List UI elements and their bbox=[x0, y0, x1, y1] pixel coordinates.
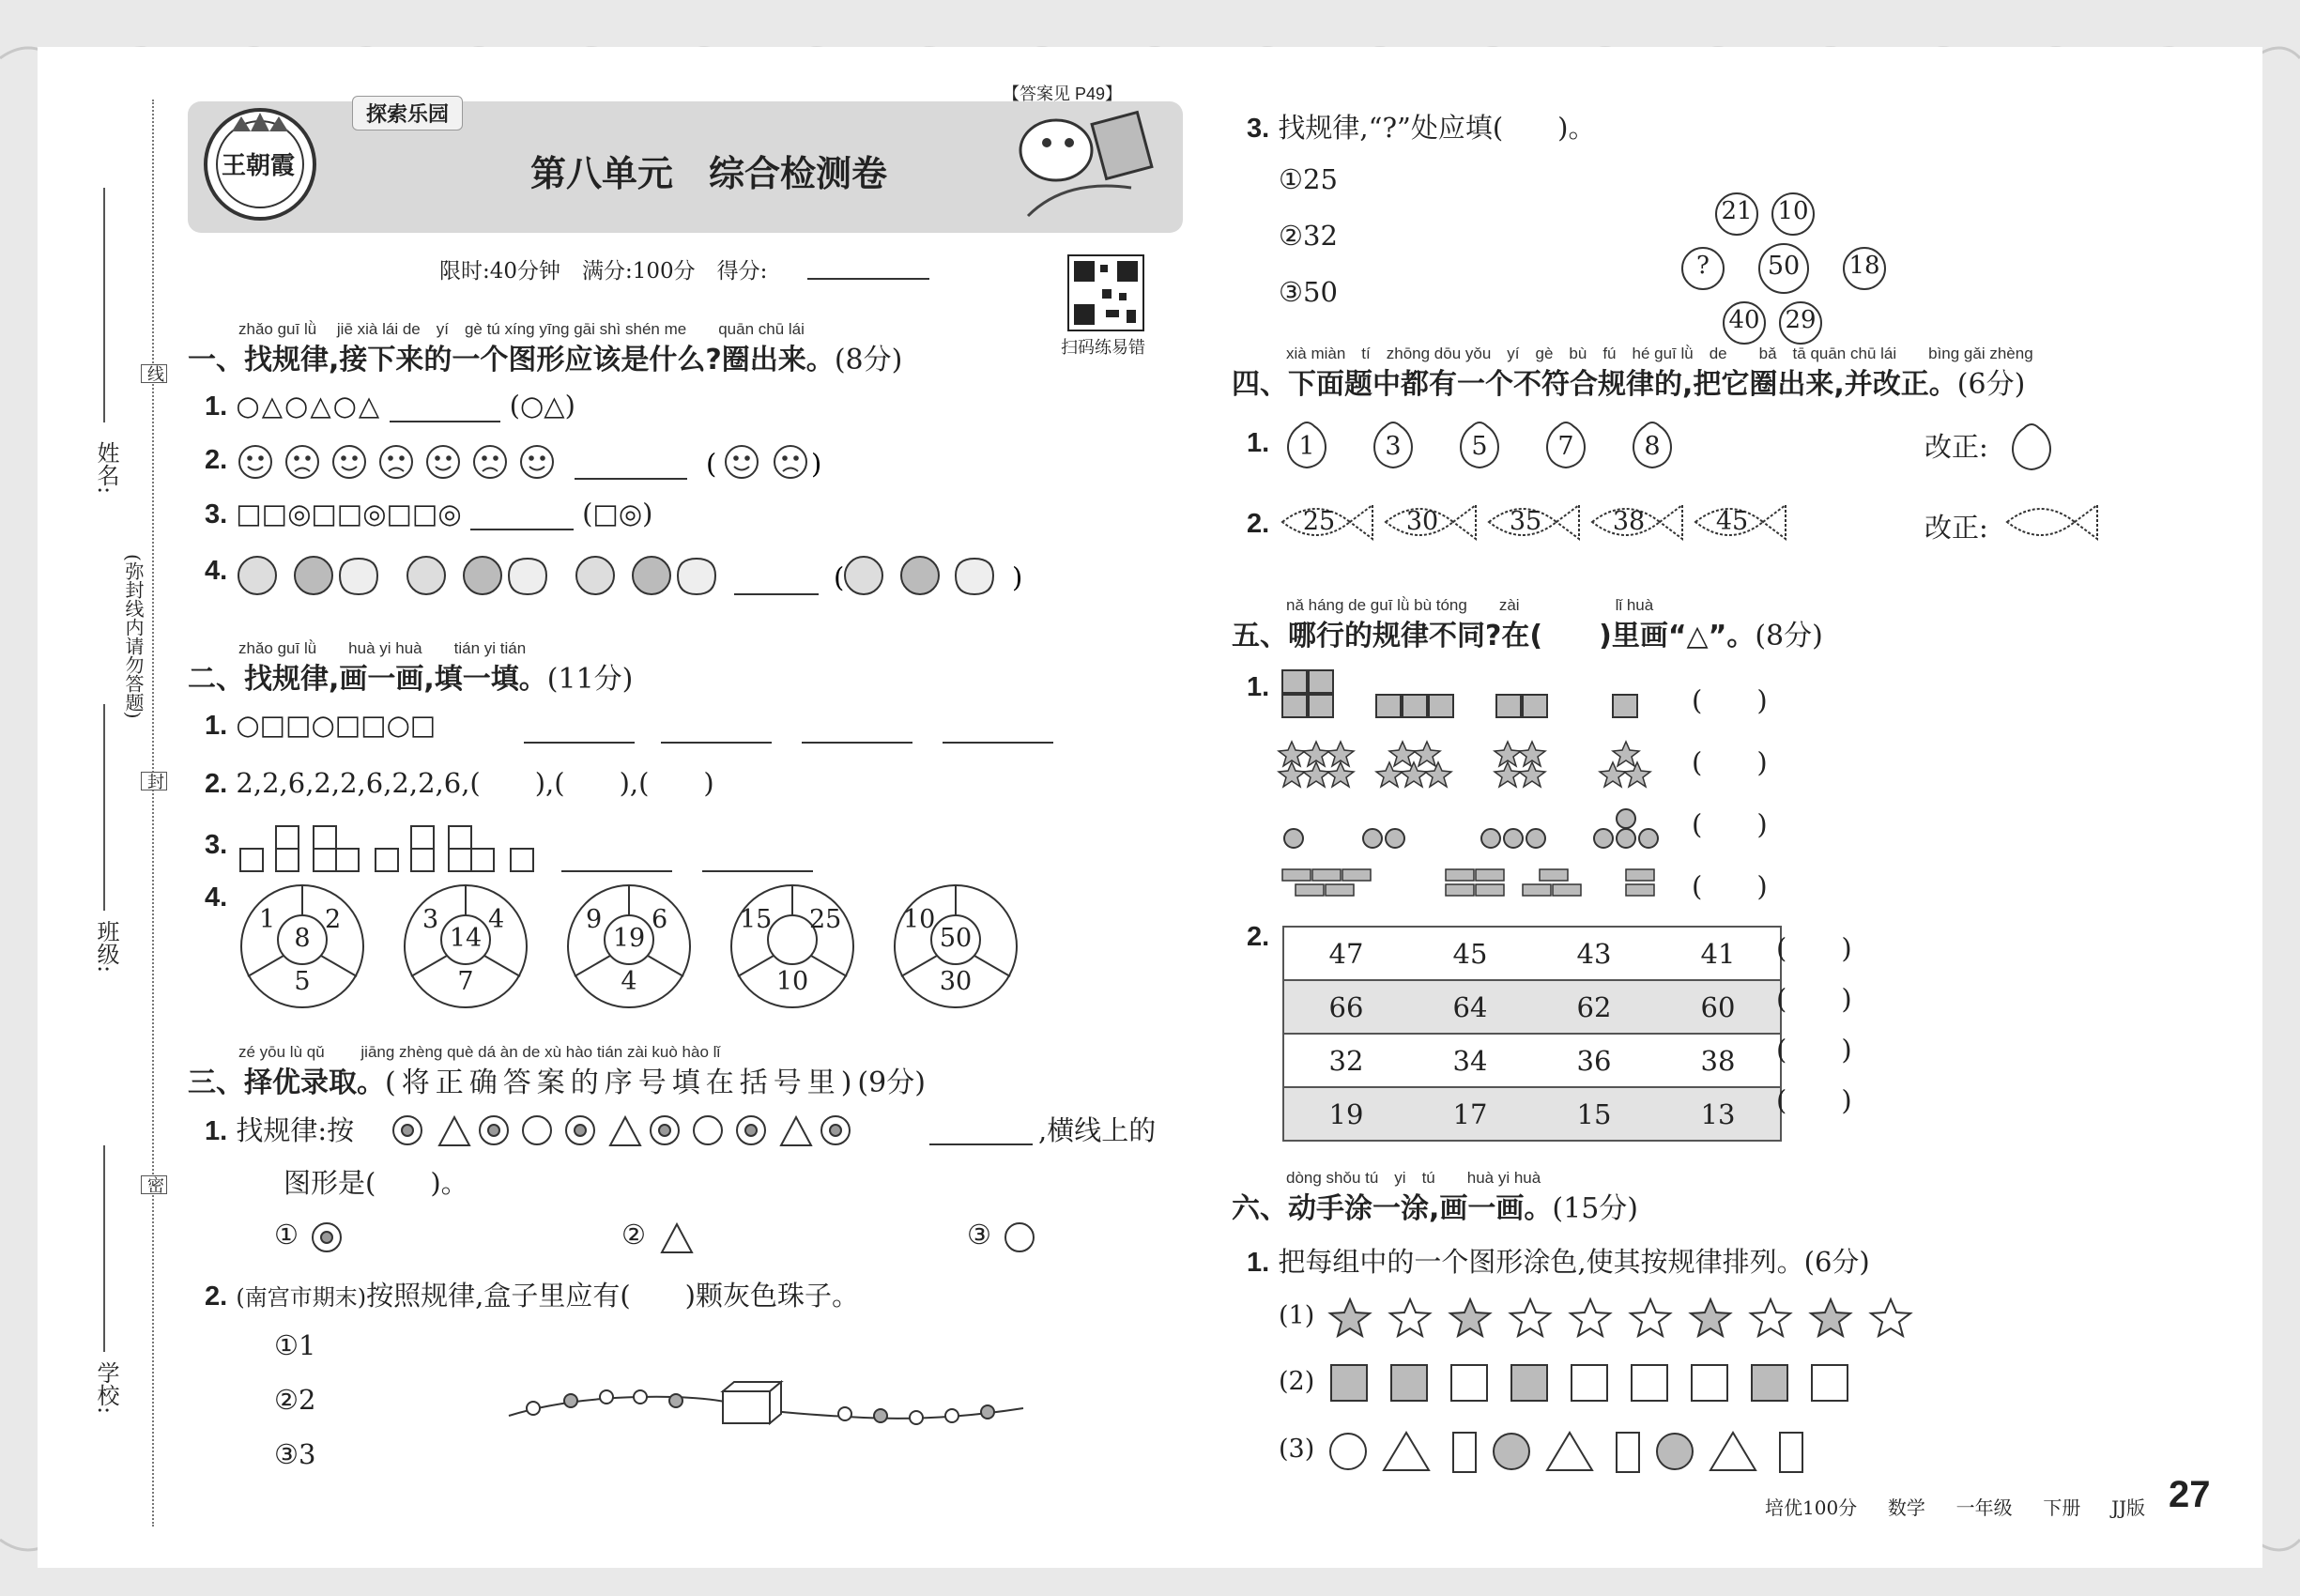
wheel-3-center[interactable]: 19 bbox=[612, 924, 646, 953]
s1-pinyin: zhǎo guī lǜ jiē xià lái de yí gè tú xíng yīng gāi shì shén me quān chū lái bbox=[238, 320, 805, 338]
s1-q3-options[interactable]: (□◎) bbox=[582, 498, 653, 529]
s5-q2-table bbox=[1282, 926, 1782, 1142]
s4-q1-fix-label: 改正: bbox=[1924, 431, 1988, 463]
s5-q2-row-2 bbox=[1283, 980, 1781, 1034]
name-line[interactable] bbox=[103, 188, 105, 422]
class-label: 班级: bbox=[93, 920, 119, 974]
table-cell: 32 bbox=[1283, 1034, 1408, 1087]
s3-q3-number: 3. bbox=[1247, 114, 1270, 144]
school-line[interactable] bbox=[103, 1145, 105, 1352]
section-tag: 探索乐园 bbox=[352, 96, 463, 130]
wheel-2-center[interactable]: 14 bbox=[449, 924, 483, 953]
s3-q3-option-3[interactable]: ③50 bbox=[1279, 276, 1338, 308]
s3-q1-text-b: ,横线上的 bbox=[1038, 1114, 1157, 1146]
s6-row2-label: (2) bbox=[1279, 1367, 1315, 1396]
s2-q1-blank-2[interactable] bbox=[661, 742, 772, 744]
s1-q3-sequence: □□◎□□◎□□◎ bbox=[236, 498, 462, 529]
s2-q2-number: 2. bbox=[205, 769, 228, 799]
s6-row2-squares[interactable] bbox=[1327, 1359, 1891, 1406]
s3-score: (9分) bbox=[857, 1067, 926, 1099]
logo-text: 王朝霞 bbox=[222, 152, 296, 180]
s4-q2 bbox=[1247, 507, 1269, 540]
s5-pinyin: nǎ háng de guī lǜ bù tóng zài lǐ huà bbox=[1286, 596, 1654, 614]
s1-q1 bbox=[205, 390, 575, 422]
s3-q2-option-1[interactable]: ①1 bbox=[274, 1329, 316, 1361]
table-cell: 45 bbox=[1408, 927, 1532, 980]
wheel-3-top-left: 9 bbox=[586, 905, 603, 934]
table-cell: 62 bbox=[1532, 980, 1656, 1034]
s3-q1-pattern bbox=[391, 1110, 916, 1151]
s6-pinyin: dòng shǒu tú yi tú huà yi huà bbox=[1286, 1169, 1541, 1187]
page-number: 27 bbox=[2169, 1474, 2211, 1515]
s2-score: (11分) bbox=[546, 663, 634, 696]
s2-q4 bbox=[205, 881, 227, 913]
s5-q2-number: 2. bbox=[1247, 922, 1270, 952]
s5-q2-row2-answer[interactable]: ( ) bbox=[1776, 983, 1852, 1015]
table-cell: 36 bbox=[1532, 1034, 1656, 1087]
s2-q1 bbox=[205, 709, 436, 742]
s1-q4 bbox=[205, 554, 227, 587]
svg-text:): ) bbox=[1012, 561, 1023, 593]
s4-title-text: 四、下面题中都有一个不符合规律的,把它圈出来,并改正。 bbox=[1232, 368, 1957, 401]
s2-q4-number: 4. bbox=[205, 882, 228, 913]
s3-q1-option-3-shape bbox=[1003, 1220, 1040, 1258]
s3-q1-option-1-shape bbox=[310, 1220, 347, 1258]
footer bbox=[1765, 1493, 2145, 1520]
s2-q1-number: 1. bbox=[205, 711, 228, 741]
s3-q2-option-3[interactable]: ③3 bbox=[274, 1438, 316, 1470]
exam-page bbox=[38, 47, 2262, 1568]
s6-score: (15分) bbox=[1552, 1192, 1638, 1225]
table-cell: 13 bbox=[1656, 1087, 1781, 1141]
name-label: 姓名: bbox=[93, 441, 119, 495]
wheel-5-top-left: 10 bbox=[903, 905, 936, 934]
binding-dotted-line bbox=[152, 100, 154, 1527]
table-cell: 17 bbox=[1408, 1087, 1532, 1141]
peach-1[interactable]: 1 bbox=[1298, 432, 1315, 461]
s1-score: (8分) bbox=[834, 344, 903, 376]
peach-4[interactable]: 7 bbox=[1557, 432, 1574, 461]
s5-q1-row2-answer[interactable]: ( ) bbox=[1692, 746, 1768, 778]
class-line[interactable] bbox=[103, 704, 105, 911]
s3-q1-option-1[interactable] bbox=[274, 1219, 299, 1251]
s3-q2-text[interactable]: 按照规律,盒子里应有( )颗灰色珠子。 bbox=[366, 1280, 859, 1312]
s3-q3 bbox=[1247, 107, 1595, 146]
s4-title bbox=[1232, 361, 2025, 402]
s1-title bbox=[188, 336, 902, 377]
wheel-2-top-left: 3 bbox=[422, 905, 439, 934]
answer-reference: 【答案见 P49】 bbox=[1003, 84, 1123, 103]
svg-text:(: ( bbox=[834, 561, 845, 593]
wheel-4-top-right: 25 bbox=[809, 905, 842, 934]
footer-grade: 一年级 bbox=[1955, 1496, 2013, 1519]
s4-pinyin: xià miàn tí zhōng dōu yǒu yí gè bù fú hé guī lǜ de bǎ tā quān chū lái bìng gǎi zhèng bbox=[1286, 345, 2033, 362]
s5-q2-row1-answer[interactable]: ( ) bbox=[1776, 932, 1852, 964]
s3-note: (将正确答案的序号填在括号里) bbox=[385, 1067, 858, 1099]
svg-text:(: ( bbox=[706, 448, 717, 480]
page-title: 第八单元 综合检测卷 bbox=[530, 153, 888, 194]
s5-q1-number: 1. bbox=[1247, 672, 1270, 702]
fish-5[interactable]: 45 bbox=[1715, 507, 1749, 536]
s3-q1-blank[interactable] bbox=[929, 1143, 1033, 1145]
s1-title-text: 一、找规律,接下来的一个图形应该是什么?圈出来。 bbox=[188, 344, 835, 376]
s3-q1-text-a: 找规律:按 bbox=[236, 1114, 355, 1146]
wheel-5-bottom: 30 bbox=[939, 967, 973, 996]
wheel-4-bottom: 10 bbox=[775, 967, 809, 996]
s6-row1-stars[interactable] bbox=[1327, 1296, 1891, 1343]
s4-q1 bbox=[1247, 426, 1269, 459]
svg-text:): ) bbox=[811, 448, 822, 480]
fish-4[interactable]: 38 bbox=[1612, 507, 1646, 536]
s6-row3-label: (3) bbox=[1279, 1435, 1315, 1464]
s5-q2-row3-answer[interactable]: ( ) bbox=[1776, 1034, 1852, 1066]
s5-q2-row-4 bbox=[1283, 1087, 1781, 1141]
s3-q1-option-1-label: ① bbox=[274, 1219, 299, 1251]
s2-q1-blank-3[interactable] bbox=[802, 742, 912, 744]
s2-title-text: 二、找规律,画一画,填一填。 bbox=[188, 663, 547, 696]
s1-q3 bbox=[205, 498, 653, 530]
s3-q3-text[interactable]: 找规律,“?”处应填( )。 bbox=[1278, 112, 1596, 144]
s6-row1-label: (1) bbox=[1279, 1301, 1315, 1330]
school-label: 学校: bbox=[93, 1361, 119, 1415]
s2-q1-blank-4[interactable] bbox=[943, 742, 1053, 744]
s3-q2-number: 2. bbox=[205, 1281, 228, 1312]
s4-q1-fix-peach[interactable] bbox=[2003, 415, 2060, 473]
peach-2[interactable]: 3 bbox=[1385, 432, 1402, 461]
peach-3[interactable]: 5 bbox=[1471, 432, 1488, 461]
s2-q1-blank-1[interactable] bbox=[524, 742, 635, 744]
wheel-1-top-left: 1 bbox=[259, 905, 276, 934]
s6-q1 bbox=[1247, 1241, 1870, 1280]
s6-title-text: 六、动手涂一涂,画一画。 bbox=[1232, 1192, 1553, 1225]
flower-bottom-left: 40 bbox=[1728, 306, 1760, 334]
s3-q1-option-3[interactable] bbox=[967, 1219, 991, 1251]
s1-q4-fruits bbox=[237, 547, 1081, 600]
s1-q3-number: 3. bbox=[205, 499, 228, 529]
s3-q3-option-1[interactable]: ①25 bbox=[1279, 163, 1338, 195]
s3-q2-bead-string bbox=[507, 1371, 1033, 1427]
s3-q1-option-2[interactable] bbox=[621, 1219, 646, 1251]
peach-5[interactable]: 8 bbox=[1644, 432, 1661, 461]
table-cell: 60 bbox=[1656, 980, 1781, 1034]
limits-text: 限时:40分钟 满分:100分 得分: bbox=[439, 259, 768, 284]
s6-q1-text: 把每组中的一个图形涂色,使其按规律排列。 bbox=[1278, 1246, 1804, 1278]
s3-pinyin: zé yōu lù qǔ jiāng zhèng què dá àn de xù hào tián zài kuò hào lǐ bbox=[238, 1043, 721, 1061]
s3-q1-option-2-shape bbox=[659, 1220, 697, 1258]
wheel-3-bottom: 4 bbox=[621, 967, 637, 996]
s5-q1-row1-answer[interactable]: ( ) bbox=[1692, 684, 1768, 716]
s2-q2 bbox=[205, 762, 714, 801]
seal-notice: (弥封线内请勿答题) bbox=[122, 554, 145, 719]
footer-term: 下册 bbox=[2043, 1496, 2081, 1519]
wheel-4-top-left: 15 bbox=[740, 905, 773, 934]
table-cell: 38 bbox=[1656, 1034, 1781, 1087]
s2-pinyin: zhǎo guī lǜ huà yi huà tián yi tián bbox=[238, 639, 527, 657]
table-cell: 47 bbox=[1283, 927, 1408, 980]
s1-q1-options[interactable]: (○△) bbox=[509, 390, 575, 422]
s5-title-text: 五、哪行的规律不同?在( )里画“△”。 bbox=[1232, 620, 1756, 652]
fish-3[interactable]: 35 bbox=[1509, 507, 1542, 536]
s6-q1-number: 1. bbox=[1247, 1248, 1270, 1278]
seal-feng-mark: 封 bbox=[141, 772, 167, 790]
s5-score: (8分) bbox=[1755, 620, 1823, 652]
flower-right: 18 bbox=[1848, 252, 1880, 280]
s3-q2-tag: (南宫市期末) bbox=[236, 1284, 367, 1311]
s5-q1-row4-answer[interactable]: ( ) bbox=[1692, 870, 1768, 902]
s5-q1 bbox=[1247, 670, 1269, 703]
s1-q1-number: 1. bbox=[205, 391, 228, 422]
wheel-1-top-right: 2 bbox=[325, 905, 342, 934]
s5-q2-row-3 bbox=[1283, 1034, 1781, 1087]
s5-q2-row-1 bbox=[1283, 927, 1781, 980]
flower-center: 50 bbox=[1767, 252, 1801, 281]
table-cell: 64 bbox=[1408, 980, 1532, 1034]
s4-q1-number: 1. bbox=[1247, 428, 1270, 458]
s1-q2-number: 2. bbox=[205, 445, 228, 475]
s3-q2-option-2[interactable]: ②2 bbox=[274, 1384, 316, 1416]
footer-subject: 数学 bbox=[1887, 1496, 1925, 1519]
footer-edition: JJ版 bbox=[2111, 1496, 2146, 1519]
s6-q1-score: (6分) bbox=[1803, 1246, 1870, 1278]
s3-q1-option-2-label: ② bbox=[621, 1219, 646, 1251]
s5-title bbox=[1232, 612, 1823, 653]
s3-q2 bbox=[205, 1275, 859, 1313]
s5-q2-row4-answer[interactable]: ( ) bbox=[1776, 1084, 1852, 1116]
flower-bottom-right: 29 bbox=[1785, 306, 1817, 334]
s1-q1-sequence: ○△○△○△ bbox=[236, 390, 382, 422]
s3-q3-number-flower bbox=[1680, 141, 1906, 329]
table-cell: 43 bbox=[1532, 927, 1656, 980]
s1-q4-number: 4. bbox=[205, 556, 228, 586]
score-blank[interactable] bbox=[807, 278, 929, 280]
s4-q2-number: 2. bbox=[1247, 509, 1270, 539]
qr-code[interactable] bbox=[1068, 255, 1143, 330]
s4-q2-fix-label: 改正: bbox=[1924, 512, 1988, 544]
flower-left[interactable]: ? bbox=[1696, 252, 1710, 280]
wheel-5-center: 50 bbox=[939, 924, 973, 953]
s5-q2 bbox=[1247, 920, 1269, 953]
table-cell: 19 bbox=[1283, 1087, 1408, 1141]
s3-q3-option-2[interactable]: ②32 bbox=[1279, 220, 1338, 252]
wheel-2-top-right: 4 bbox=[488, 905, 505, 934]
s5-q1-rows bbox=[1279, 667, 1673, 911]
s6-title bbox=[1232, 1185, 1638, 1226]
fish-1[interactable]: 25 bbox=[1302, 507, 1336, 536]
wheel-1-bottom: 5 bbox=[294, 967, 311, 996]
s1-q2-faces bbox=[237, 441, 822, 484]
s4-q2-fix-fish[interactable] bbox=[2003, 494, 2107, 550]
s2-q1-sequence: ○□□○□□○□ bbox=[236, 709, 437, 741]
s1-q3-blank[interactable] bbox=[470, 529, 574, 530]
seal-line-mark: 线 bbox=[141, 364, 167, 383]
s6-row3-shapes[interactable] bbox=[1327, 1425, 1891, 1478]
s2-q3-block-pattern bbox=[237, 809, 894, 875]
s3-title bbox=[188, 1059, 926, 1100]
table-cell: 66 bbox=[1283, 980, 1408, 1034]
s3-title-text: 三、择优录取。 bbox=[188, 1067, 385, 1099]
s2-q2-sequence[interactable]: 2,2,6,2,2,6,2,2,6,( ),( ),( ) bbox=[236, 767, 714, 799]
flower-top-right: 10 bbox=[1777, 197, 1809, 225]
footer-series: 培优100分 bbox=[1765, 1496, 1858, 1519]
s3-q1-number: 1. bbox=[205, 1116, 228, 1146]
s1-q1-blank[interactable] bbox=[390, 421, 500, 422]
wheel-1-center[interactable]: 8 bbox=[294, 924, 311, 953]
wheel-3-top-right: 6 bbox=[652, 905, 668, 934]
mascot-illustration bbox=[990, 94, 1178, 235]
s3-q1-text-c[interactable]: 图形是( )。 bbox=[284, 1167, 468, 1199]
s1-q2 bbox=[205, 443, 227, 476]
s2-q3-number: 3. bbox=[205, 830, 228, 860]
table-cell: 34 bbox=[1408, 1034, 1532, 1087]
flower-top-left: 21 bbox=[1721, 197, 1753, 225]
fish-2[interactable]: 30 bbox=[1405, 507, 1439, 536]
s3-q1 bbox=[205, 1110, 354, 1148]
qr-caption: 扫码练易错 bbox=[1061, 338, 1145, 358]
s5-q1-row3-answer[interactable]: ( ) bbox=[1692, 808, 1768, 840]
table-cell: 15 bbox=[1532, 1087, 1656, 1141]
s2-q3 bbox=[205, 828, 227, 861]
seal-mi-mark: 密 bbox=[141, 1175, 167, 1194]
s4-score: (6分) bbox=[1956, 368, 2026, 401]
s3-q1-option-3-label: ③ bbox=[967, 1219, 991, 1251]
table-cell: 41 bbox=[1656, 927, 1781, 980]
wheel-2-bottom: 7 bbox=[457, 967, 474, 996]
s2-title bbox=[188, 655, 633, 697]
